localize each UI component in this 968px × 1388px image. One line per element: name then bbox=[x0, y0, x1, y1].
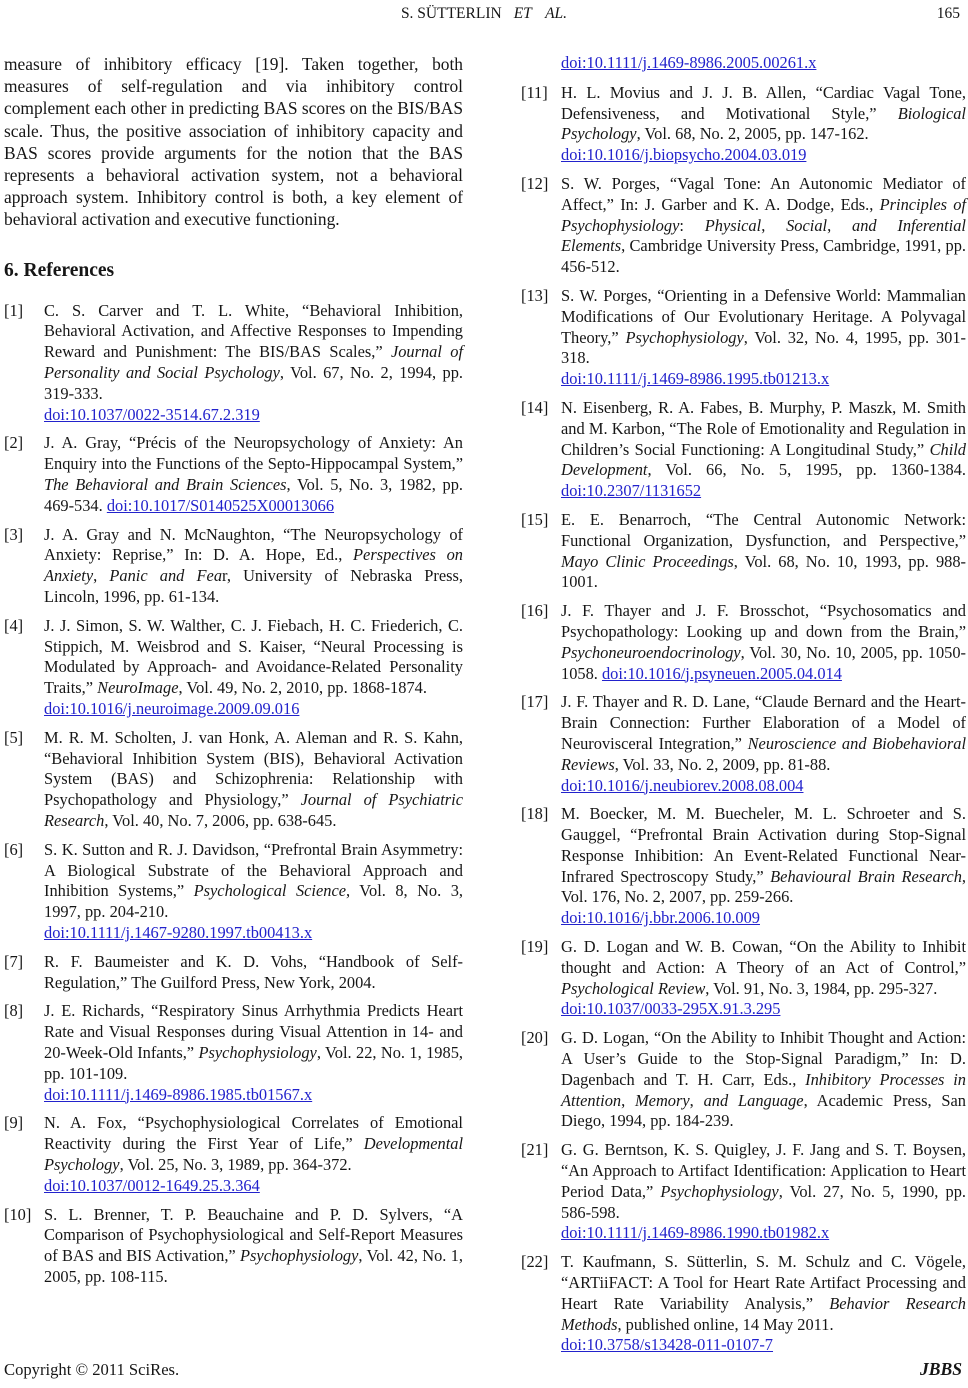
reference-item bbox=[4, 433, 463, 516]
reference-title-italic: Neuroscience and Biobehavioral Reviews bbox=[561, 733, 966, 774]
running-head bbox=[0, 5, 968, 23]
reference-item bbox=[4, 616, 463, 720]
reference-item bbox=[521, 174, 966, 278]
reference-title-italic: Behavior Research Methods bbox=[561, 1293, 966, 1334]
reference-text-segment: S. W. Porges, “Orienting in a Defensive World: Mammalian Modifications of Our Evolutionary Heritage. A Polyvagal Theory,” bbox=[561, 285, 966, 347]
doi-link[interactable]: doi:10.3758/s13428-011-0107-7 bbox=[561, 1335, 774, 1355]
doi-link[interactable]: doi:10.1016/j.psyneuen.2005.04.014 bbox=[601, 663, 842, 683]
doi-link[interactable]: doi:10.1016/j.neuroimage.2009.09.016 bbox=[44, 698, 300, 718]
reference-continuation bbox=[521, 53, 966, 74]
two-column-body bbox=[0, 53, 968, 1364]
reference-text-segment: J. A. Gray and N. McNaughton, “The Neuropsychology of Anxiety: Reprise,” In: D. A. Hope, Ed., bbox=[44, 524, 463, 565]
reference-text-segment: , Vol. 176, No. 2, 2007, pp. 259-266. bbox=[561, 866, 967, 907]
reference-number: [2] bbox=[4, 433, 24, 453]
doi-link[interactable]: doi:10.1017/S0140525X00013066 bbox=[106, 495, 335, 515]
reference-text-segment: G. G. Berntson, K. S. Quigley, J. F. Jang and S. T. Boysen, “An Approach to Artifact Identification: Application to Heart Period Data,” bbox=[561, 1140, 966, 1201]
reference-text-segment: , Vol. 67, No. 2, 1994, pp. 319-333. bbox=[44, 363, 463, 403]
reference-item bbox=[521, 510, 966, 593]
reference-title-italic: Memory bbox=[635, 1090, 690, 1110]
reference-title-italic: Social bbox=[786, 215, 828, 235]
reference-text-segment: , Vol. 91, No. 3, 1984, pp. 295-327. bbox=[705, 978, 938, 998]
reference-title-italic: Mayo Clinic Proceedings bbox=[561, 551, 734, 571]
reference-item bbox=[521, 1028, 966, 1132]
reference-text bbox=[44, 616, 463, 720]
reference-text-segment: R. F. Baumeister and K. D. Vohs, “Handbook of Self-Regulation,” The Guilford Press, New York, 2004. bbox=[44, 951, 463, 992]
reference-item bbox=[521, 1252, 966, 1356]
reference-item bbox=[4, 728, 463, 832]
reference-text-segment: , Vol. 22, No. 1, 1985, pp. 101-109. bbox=[44, 1042, 463, 1083]
reference-text bbox=[44, 728, 463, 832]
reference-text-segment: , bbox=[93, 566, 110, 586]
reference-title-italic: Psychophysiology bbox=[625, 327, 744, 347]
reference-item bbox=[521, 1140, 966, 1244]
reference-text-segment: , published online, 14 May 2011. bbox=[617, 1314, 834, 1334]
reference-text-segment: , Vol. 8, No. 3, 1997, pp. 204-210. bbox=[44, 881, 463, 922]
reference-number: [16] bbox=[521, 601, 549, 621]
body-paragraph: measure of inhibitory efficacy [19]. Taken together, both measures of self-regulation and via inhibitory control complement each other in predicting BAS scores on the BIS/BAS scale. Thus, the positive association of inhibitory capacity and BAS scores provide arguments for the notion that the BAS represents a behavioral activation system, not a behavioral approach system. Inhibitory control is both, a key element of behavioral activation and executive functioning. bbox=[4, 54, 463, 230]
reference-title-italic: Inhibitory Processes in Attention bbox=[561, 1069, 966, 1110]
reference-text-segment: J. J. Simon, S. W. Walther, C. J. Fiebach, H. C. Friederich, C. Stippich, M. Weisbrod and S. Kaiser, “Neural Processing is Modulated by Approach- and Avoidance-Related Personality Traits,” bbox=[44, 615, 463, 698]
reference-number: [1] bbox=[4, 300, 24, 320]
reference-item bbox=[521, 804, 966, 929]
reference-item bbox=[4, 952, 463, 994]
reference-number: [14] bbox=[521, 397, 549, 417]
reference-text bbox=[561, 804, 966, 929]
running-head-authors: S. SÜTTERLIN bbox=[400, 5, 502, 22]
reference-text-segment: , Vol. 5, No. 3, 1982, pp. 469-534. bbox=[44, 475, 463, 515]
doi-link[interactable]: doi:10.1016/j.biopsycho.2004.03.019 bbox=[561, 145, 807, 165]
reference-number: [3] bbox=[4, 524, 24, 544]
reference-text-segment: , bbox=[689, 1090, 704, 1110]
reference-title-italic: Behavioural Brain Research bbox=[770, 866, 962, 886]
reference-number: [6] bbox=[4, 839, 24, 859]
doi-link[interactable]: doi:10.1037/0033-295X.91.3.295 bbox=[561, 999, 781, 1019]
reference-text bbox=[561, 174, 966, 278]
reference-title-italic: Psychophysiology bbox=[198, 1042, 317, 1062]
reference-text bbox=[44, 433, 463, 516]
reference-text bbox=[44, 952, 463, 994]
reference-number: [13] bbox=[521, 285, 549, 305]
reference-text bbox=[561, 692, 966, 796]
section-heading: 6. References bbox=[4, 259, 115, 281]
reference-text-segment: N. A. Fox, “Psychophysiological Correlates of Emotional Reactivity during the First Year of Life,” bbox=[44, 1113, 463, 1154]
reference-item bbox=[521, 692, 966, 796]
reference-item bbox=[521, 601, 966, 684]
reference-text-segment: , Vol. 66, No. 5, 1995, pp. 1360-1384. bbox=[647, 460, 966, 480]
reference-number: [7] bbox=[4, 951, 24, 971]
reference-text-segment: G. D. Logan and W. B. Cowan, “On the Ability to Inhibit thought and Action: A Theory of an Act of Control,” bbox=[561, 937, 966, 977]
reference-text-segment: , Vol. 49, No. 2, 2010, pp. 1868-1874. bbox=[178, 678, 427, 698]
reference-text-segment: S. K. Sutton and R. J. Davidson, “Prefrontal Brain Asymmetry: A Biological Substrate of the Behavioral Approach and Inhibition Systems,” bbox=[44, 839, 463, 901]
reference-title-italic: Journal of Psychiatric Research bbox=[44, 790, 463, 830]
reference-title-italic: Psychophysiology bbox=[660, 1181, 779, 1201]
reference-text bbox=[561, 1028, 966, 1132]
reference-title-italic: Psychophysiology bbox=[240, 1246, 359, 1266]
reference-text-segment: , Vol. 25, No. 3, 1989, pp. 364-372. bbox=[119, 1154, 352, 1174]
reference-text-segment: J. A. Gray, “Précis of the Neuropsychology of Anxiety: An Enquiry into the Functions of the Septo-Hippocampal System,” bbox=[44, 433, 463, 474]
reference-number: [4] bbox=[4, 615, 24, 635]
reference-number: [22] bbox=[521, 1252, 549, 1272]
reference-text-segment: : bbox=[679, 215, 705, 235]
reference-text-segment: G. D. Logan, “On the Ability to Inhibit Thought and Action: A User’s Guide to the Stop-Signal Paradigm,” In: D. Dagenbach and T. H. Carr, Eds., bbox=[561, 1028, 966, 1089]
reference-title-italic: Psychological Science bbox=[193, 881, 346, 901]
reference-text-segment: r, University of Nebraska Press, Lincoln, 1996, pp. 61-134. bbox=[44, 566, 464, 606]
doi-link[interactable]: doi:10.1037/0012-1649.25.3.364 bbox=[44, 1175, 260, 1195]
reference-number: [9] bbox=[4, 1113, 24, 1133]
reference-text bbox=[44, 301, 463, 426]
reference-text-segment: C. S. Carver and T. L. White, “Behavioral Inhibition, Behavioral Activation, and Affective Responses to Impending Reward and Punishment: The BIS/BAS Scales,” bbox=[44, 300, 463, 362]
reference-item bbox=[521, 286, 966, 390]
reference-item bbox=[4, 525, 463, 608]
reference-text bbox=[44, 1001, 463, 1105]
reference-text-segment: M. R. M. Scholten, J. van Honk, A. Aleman and R. S. Kahn, “Behavioral Inhibition System (BIS), Behavioral Activation System (BAS) and Schizophrenia: Relationship with Psychopathology and Physiology,” bbox=[44, 727, 463, 810]
reference-title-italic: Child Development bbox=[561, 439, 966, 480]
reference-text-segment: , bbox=[761, 215, 787, 235]
reference-title-italic: Principles of Psychophysiology bbox=[561, 194, 967, 235]
reference-title-italic: Physical bbox=[704, 215, 762, 235]
page-footer bbox=[4, 1359, 962, 1380]
reference-text bbox=[44, 840, 463, 944]
reference-number: [17] bbox=[521, 692, 549, 712]
reference-title-italic: Journal of Personality and Social Psychology bbox=[44, 342, 464, 383]
reference-item bbox=[521, 937, 966, 1020]
reference-title-italic: Panic and Fea bbox=[109, 566, 223, 586]
reference-text-segment: , Cambridge University Press, Cambridge, 1991, pp. 456-512. bbox=[561, 236, 966, 277]
reference-text bbox=[44, 525, 463, 608]
reference-title-italic: Perspectives on Anxiety bbox=[44, 545, 463, 586]
reference-text bbox=[44, 1205, 463, 1288]
reference-item bbox=[4, 1205, 463, 1288]
reference-list-right bbox=[521, 83, 966, 1356]
copyright-notice: Copyright © 2011 SciRes. bbox=[4, 1360, 180, 1379]
reference-number: [5] bbox=[4, 727, 24, 747]
doi-link[interactable]: doi:10.1111/j.1469-8986.1995.tb01213.x bbox=[561, 369, 830, 389]
reference-text bbox=[561, 510, 966, 593]
reference-text bbox=[44, 1113, 463, 1196]
reference-item bbox=[4, 1001, 463, 1105]
reference-number: [19] bbox=[521, 937, 549, 957]
reference-text-segment: S. W. Porges, “Vagal Tone: An Autonomic Mediator of Affect,” In: J. Garber and K. A. Dodge, Eds., bbox=[561, 173, 966, 214]
reference-text-segment: , bbox=[827, 215, 852, 235]
reference-text-segment: , Vol. 68, No. 10, 1993, pp. 988-1001. bbox=[561, 551, 966, 592]
reference-title-italic: Psychological Review bbox=[561, 978, 706, 998]
reference-text-segment: S. L. Brenner, T. P. Beauchaine and P. D. Sylvers, “A Comparison of Psychophysiological and Self-Report Measures of BAS and BIS Activation,” bbox=[44, 1204, 463, 1266]
reference-title-italic: and Inferential Elements bbox=[561, 215, 966, 256]
reference-title-italic: NeuroImage bbox=[97, 678, 179, 698]
right-column bbox=[521, 53, 966, 1364]
reference-text-segment: J. F. Thayer and R. D. Lane, “Claude Bernard and the Heart-Brain Connection: Further Elaboration of a Model of Neurovisceral Integration,” bbox=[561, 692, 966, 753]
reference-number: [10] bbox=[4, 1204, 32, 1224]
reference-text-segment: , Vol. 30, No. 10, 2005, pp. 1050-1058. bbox=[561, 642, 966, 683]
doi-link[interactable]: doi:10.1111/j.1469-8986.1985.tb01567.x bbox=[44, 1084, 313, 1104]
reference-number: [18] bbox=[521, 804, 549, 824]
doi-link[interactable]: doi:10.1016/j.bbr.2006.10.009 bbox=[561, 908, 760, 928]
reference-text-segment: , Vol. 27, No. 5, 1990, pp. 586-598. bbox=[561, 1181, 966, 1222]
reference-number: [15] bbox=[521, 509, 549, 529]
doi-link[interactable]: doi:10.2307/1131652 bbox=[561, 481, 702, 501]
reference-text-segment: J. F. Thayer and J. F. Brosschot, “Psychosomatics and Psychopathology: Looking up and down from the Brain,” bbox=[561, 601, 966, 641]
page-header bbox=[0, 0, 968, 31]
journal-abbrev: JBBS bbox=[919, 1359, 962, 1379]
doi-link[interactable]: doi:10.1016/j.neubiorev.2008.08.004 bbox=[561, 775, 804, 795]
reference-text-segment: , Vol. 42, No. 1, 2005, pp. 108-115. bbox=[44, 1246, 463, 1286]
reference-title-italic: Biological Psychology bbox=[561, 103, 966, 144]
reference-number: [21] bbox=[521, 1140, 549, 1160]
reference-text bbox=[561, 83, 966, 166]
reference-number: [11] bbox=[521, 82, 548, 102]
left-column bbox=[4, 53, 463, 1364]
doi-link[interactable]: doi:10.1037/0022-3514.67.2.319 bbox=[44, 404, 260, 424]
reference-text-segment: , Vol. 68, No. 2, 2005, pp. 147-162. bbox=[636, 124, 869, 144]
reference-text-segment: M. Boecker, M. M. Buecheler, M. L. Schroeter and S. Gauggel, “Prefrontal Brain Activation during Stop-Signal Response Inhibition: An Event-Related Functional Near-Infrared Spectroscopy Study,” bbox=[561, 804, 966, 886]
reference-item bbox=[4, 301, 463, 426]
page-number: 165 bbox=[936, 5, 960, 22]
reference-text bbox=[561, 398, 966, 502]
reference-item bbox=[521, 83, 966, 166]
reference-text bbox=[561, 286, 966, 390]
reference-text-segment: , Vol. 33, No. 2, 2009, pp. 81-88. bbox=[614, 754, 831, 774]
reference-title-italic: Developmental Psychology bbox=[44, 1134, 463, 1174]
reference-text-segment: J. E. Richards, “Respiratory Sinus Arrhythmia Predicts Heart Rate and Visual Responses during Visual Attention in 14- and 20-Week-Old Infants,” bbox=[44, 1001, 463, 1062]
reference-text-segment: H. L. Movius and J. J. B. Allen, “Cardiac Vagal Tone, Defensiveness, and Motivational Style,” bbox=[561, 82, 966, 123]
reference-text-segment: , bbox=[621, 1090, 636, 1110]
reference-item bbox=[4, 840, 463, 944]
reference-text bbox=[561, 1140, 966, 1244]
reference-list-left bbox=[4, 301, 463, 1288]
running-head-et-al: ET AL. bbox=[513, 5, 568, 22]
reference-text-segment: T. Kaufmann, S. Sütterlin, S. M. Schulz and C. Vögele, “ARTiiFACT: A Tool for Heart Rate Artifact Processing and Heart Rate Variability Analysis,” bbox=[561, 1252, 966, 1313]
reference-text bbox=[561, 937, 966, 1020]
reference-text bbox=[561, 1252, 966, 1356]
reference-item bbox=[4, 1113, 463, 1196]
reference-text-segment: N. Eisenberg, R. A. Fabes, B. Murphy, P. Maszk, M. Smith and M. Karbon, “The Role of Emotionality and Regulation in Children’s Social Functioning: A Longitudinal Study,” bbox=[561, 397, 966, 459]
reference-item bbox=[521, 398, 966, 502]
reference-title-italic: The Behavioral and Brain Sciences bbox=[44, 475, 287, 494]
reference-title-italic: and Language bbox=[703, 1090, 804, 1110]
reference-text-segment: E. E. Benarroch, “The Central Autonomic Network: Functional Organization, Dysfunction, and Perspective,” bbox=[561, 509, 966, 550]
reference-text-segment: , Academic Press, San Diego, 1994, pp. 184-239. bbox=[561, 1090, 966, 1131]
reference-text-segment: , Vol. 32, No. 4, 1995, pp. 301-318. bbox=[561, 327, 966, 368]
reference-text-segment: , Vol. 40, No. 7, 2006, pp. 638-645. bbox=[104, 810, 337, 830]
doi-link[interactable]: doi:10.1111/j.1467-9280.1997.tb00413.x bbox=[44, 922, 313, 942]
doi-link[interactable]: doi:10.1111/j.1469-8986.2005.00261.x bbox=[561, 53, 817, 72]
reference-title-italic: Psychoneuroendocrinology bbox=[561, 642, 741, 662]
reference-text bbox=[561, 601, 966, 684]
doi-link[interactable]: doi:10.1111/j.1469-8986.1990.tb01982.x bbox=[561, 1223, 830, 1243]
reference-number: [8] bbox=[4, 1001, 24, 1021]
reference-number: [20] bbox=[521, 1028, 549, 1048]
reference-number: [12] bbox=[521, 173, 549, 193]
